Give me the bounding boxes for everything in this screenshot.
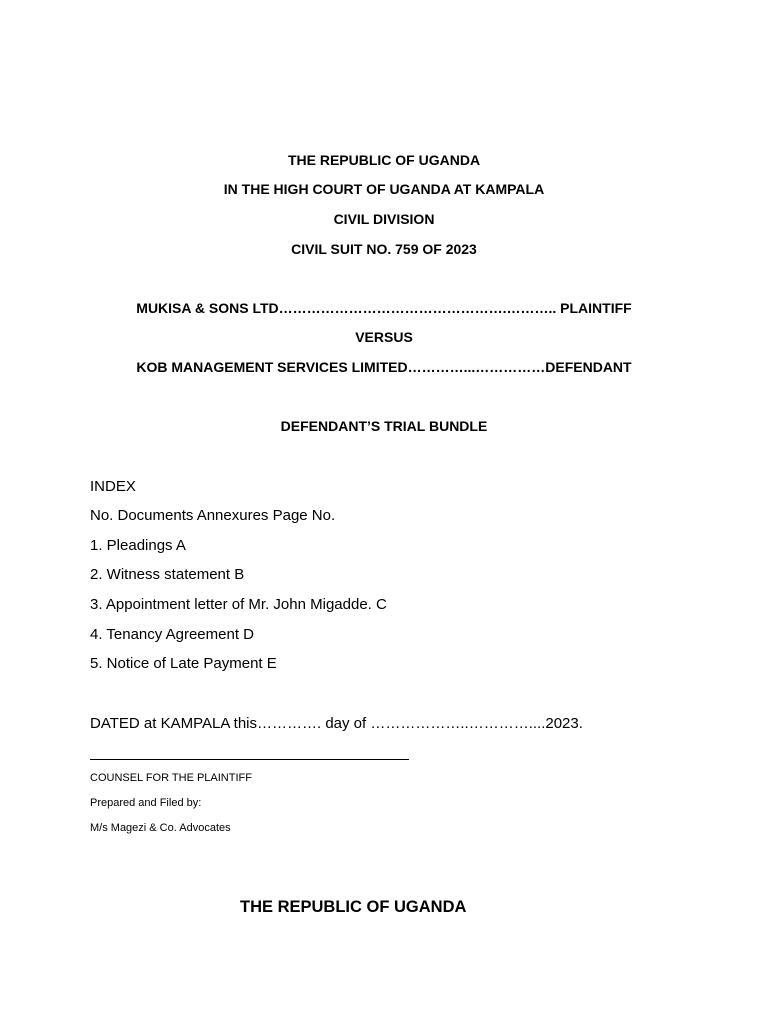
firm-name: M/s Magezi & Co. Advocates bbox=[90, 822, 231, 834]
defendant-line: KOB MANAGEMENT SERVICES LIMITED…………...……………DEFENDANT bbox=[136, 359, 632, 375]
index-item: 2. Witness statement B bbox=[90, 566, 245, 583]
plaintiff-line: MUKISA & SONS LTD………………………………………….……….. PLAINTIFF bbox=[136, 300, 632, 316]
signature-line bbox=[90, 759, 409, 760]
index-item: 3. Appointment letter of Mr. John Migadde. C bbox=[90, 596, 387, 613]
versus-line: VERSUS bbox=[355, 329, 413, 345]
counsel-label: COUNSEL FOR THE PLAINTIFF bbox=[90, 772, 252, 784]
bundle-title: DEFENDANT’S TRIAL BUNDLE bbox=[280, 418, 488, 434]
header-division: CIVIL DIVISION bbox=[333, 211, 435, 227]
index-item: 1. Pleadings A bbox=[90, 537, 186, 554]
header-court: IN THE HIGH COURT OF UGANDA AT KAMPALA bbox=[223, 181, 545, 197]
header-suit-number: CIVIL SUIT NO. 759 OF 2023 bbox=[291, 241, 477, 257]
prepared-label: Prepared and Filed by: bbox=[90, 797, 202, 809]
index-item: 4. Tenancy Agreement D bbox=[90, 626, 254, 643]
index-heading: INDEX bbox=[90, 478, 136, 495]
dated-line: DATED at KAMPALA this…………. day of ………………..…………....2023. bbox=[90, 715, 583, 732]
index-columns: No. Documents Annexures Page No. bbox=[90, 507, 336, 524]
next-page-heading: THE REPUBLIC OF UGANDA bbox=[240, 898, 467, 916]
index-item: 5. Notice of Late Payment E bbox=[90, 655, 277, 672]
header-republic: THE REPUBLIC OF UGANDA bbox=[287, 152, 481, 168]
